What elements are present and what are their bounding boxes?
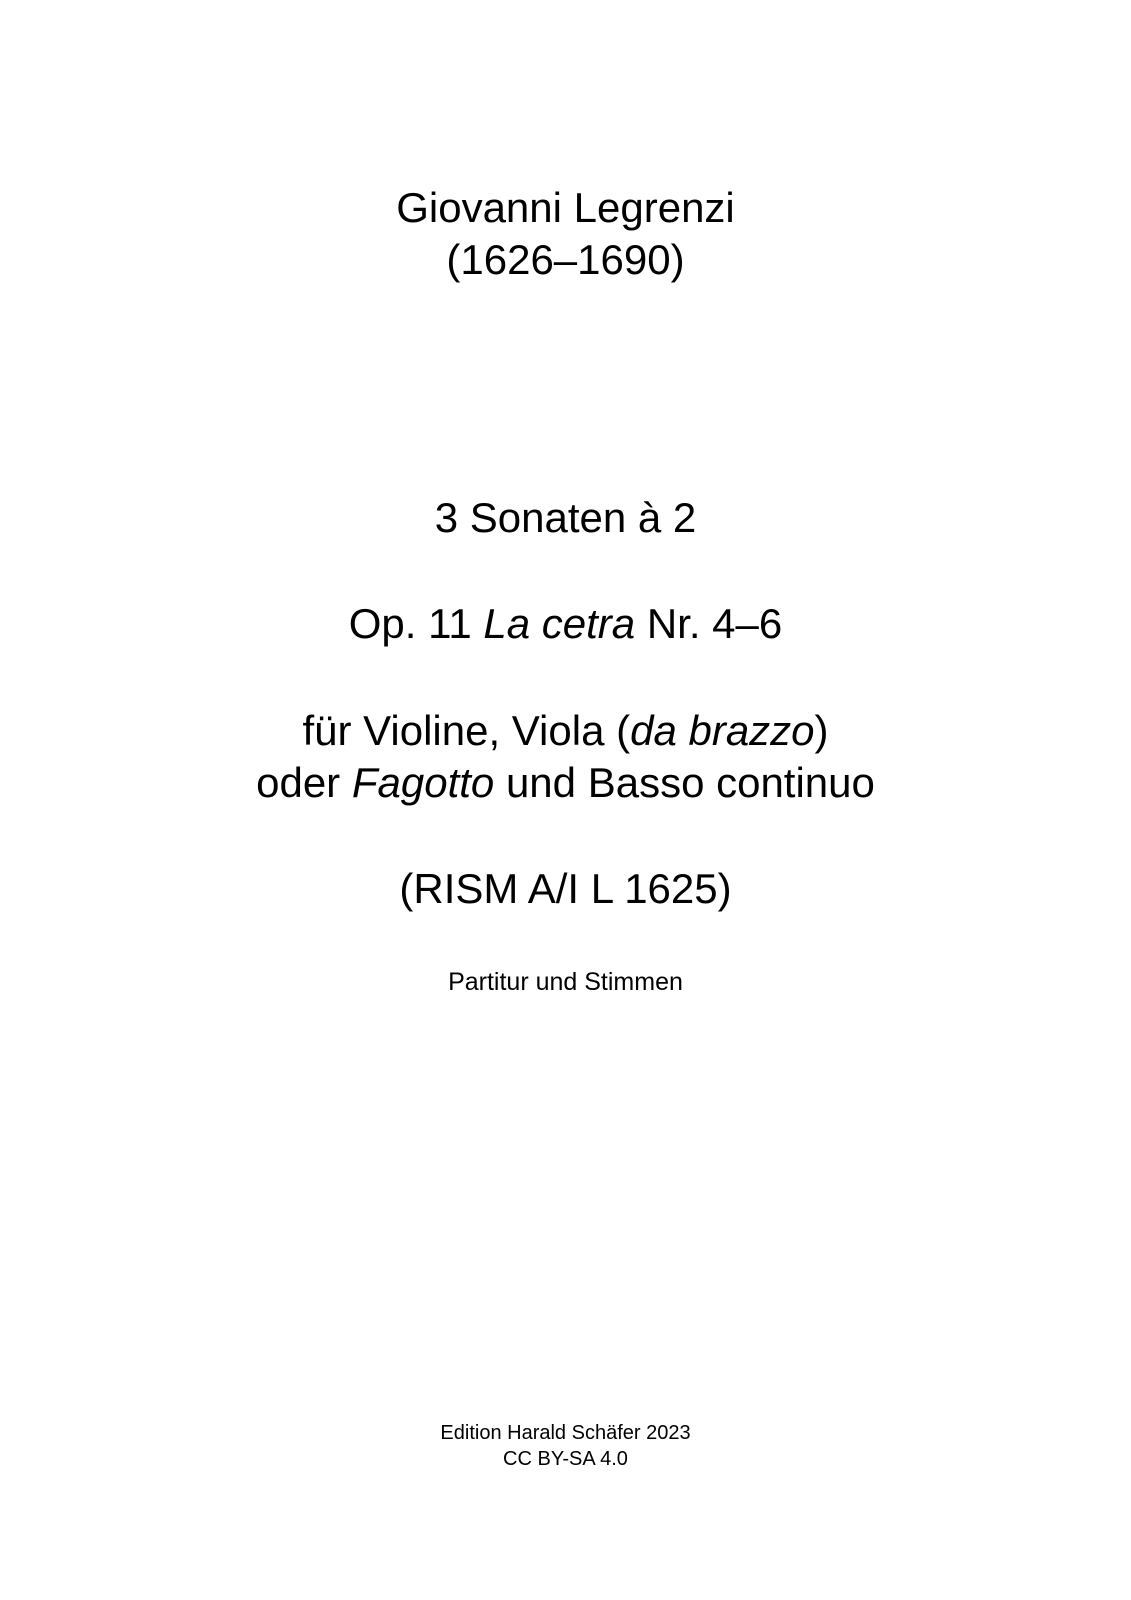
opus-line [0,600,1131,647]
instrumentation-line-1 [0,707,1131,754]
opus-suffix: Nr. 4–6 [635,600,783,647]
instrumentation-2-prefix: oder [256,759,352,806]
instrumentation-2-italic: Fagotto [351,759,495,806]
opus-prefix: Op. 11 [348,600,484,647]
instrumentation-1-prefix: für Violine, Viola ( [302,707,631,754]
contents-note: Partitur und Stimmen [448,968,683,996]
instrumentation-line-2 [0,759,1131,806]
license-note: CC BY-SA 4.0 [503,1448,628,1470]
composer-name: Giovanni Legrenzi [396,184,735,231]
edition-credit: Edition Harald Schäfer 2023 [440,1422,691,1444]
collection-name: La cetra [483,600,636,647]
instrumentation-1-italic: da brazzo [630,707,815,754]
work-title: 3 Sonaten à 2 [434,494,697,541]
catalogue-reference: (RISM A/I L 1625) [399,865,732,912]
instrumentation-2-suffix: und Basso continuo [494,759,875,806]
composer-dates: (1626–1690) [446,236,685,283]
instrumentation-1-suffix: ) [814,707,829,754]
